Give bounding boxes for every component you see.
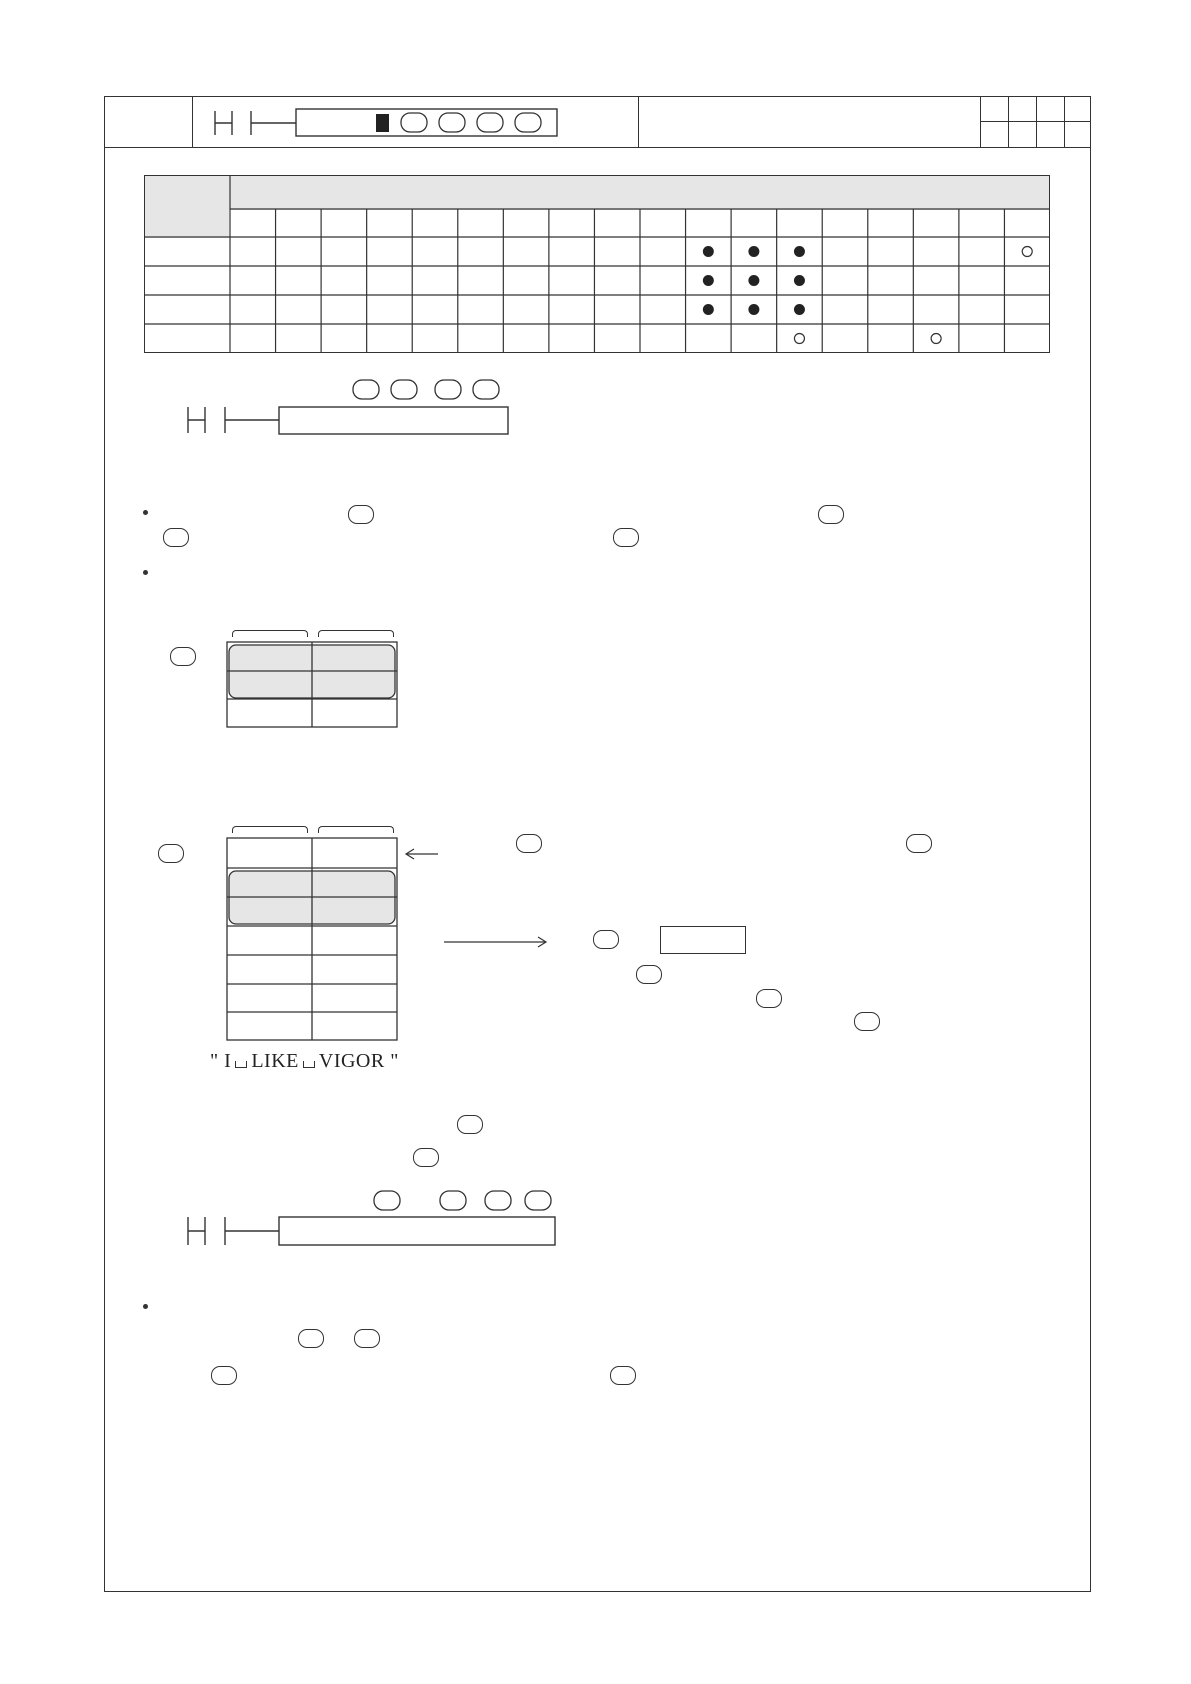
byte-brace [318, 630, 394, 637]
applicable-dot-icon [748, 304, 759, 315]
operand-placeholder [158, 844, 184, 863]
operand-table-grid [144, 175, 1050, 353]
applicable-dot-icon [748, 246, 759, 257]
operand-placeholder [170, 647, 196, 666]
header-col-sep [638, 96, 639, 147]
applicable-dot-icon [703, 246, 714, 257]
device-table-1 [226, 640, 401, 730]
operand-placeholder [211, 1366, 237, 1385]
operand-placeholder [906, 834, 932, 853]
partial-applicable-ring-icon [794, 334, 804, 344]
instruction-ladder-2 [185, 1189, 565, 1251]
byte-brace [318, 826, 394, 833]
operand-placeholder [163, 528, 189, 547]
partial-applicable-ring-icon [931, 334, 941, 344]
applicable-dot-icon [748, 275, 759, 286]
space-symbol-icon [303, 1061, 315, 1068]
operand-placeholder [610, 1366, 636, 1385]
operand-placeholder [516, 834, 542, 853]
applicable-dot-icon [794, 246, 805, 257]
result-box [660, 926, 746, 954]
applicable-dot-icon [794, 304, 805, 315]
operand-placeholder [413, 1148, 439, 1167]
operand-placeholder [818, 505, 844, 524]
byte-brace [232, 630, 308, 637]
pulse-marker-icon [376, 114, 389, 132]
operand-placeholder [348, 505, 374, 524]
header-ladder-symbol [210, 108, 560, 138]
header-divider [104, 147, 1091, 148]
operand-placeholder [354, 1329, 380, 1348]
partial-applicable-ring-icon [1022, 247, 1032, 257]
right-arrow-icon [442, 934, 552, 950]
applicable-dot-icon [703, 304, 714, 315]
bullet [143, 570, 148, 575]
operand-placeholder [613, 528, 639, 547]
instruction-ladder-1 [185, 377, 515, 437]
string-example-caption: " I LIKE VIGOR " [210, 1050, 399, 1072]
operand-placeholder [298, 1329, 324, 1348]
applicable-dot-icon [703, 275, 714, 286]
applicable-dot-icon [794, 275, 805, 286]
bullet [143, 1304, 148, 1309]
space-symbol-icon [235, 1061, 247, 1068]
operand-placeholder [593, 930, 619, 949]
operand-placeholder [457, 1115, 483, 1134]
operand-placeholder [854, 1012, 880, 1031]
device-table-2 [226, 836, 401, 1042]
header-row-sep [980, 121, 1091, 122]
operand-placeholder [636, 965, 662, 984]
operand-placeholder [756, 989, 782, 1008]
byte-brace [232, 826, 308, 833]
left-arrow-icon [402, 846, 442, 862]
bullet [143, 510, 148, 515]
header-col-sep [192, 96, 193, 147]
